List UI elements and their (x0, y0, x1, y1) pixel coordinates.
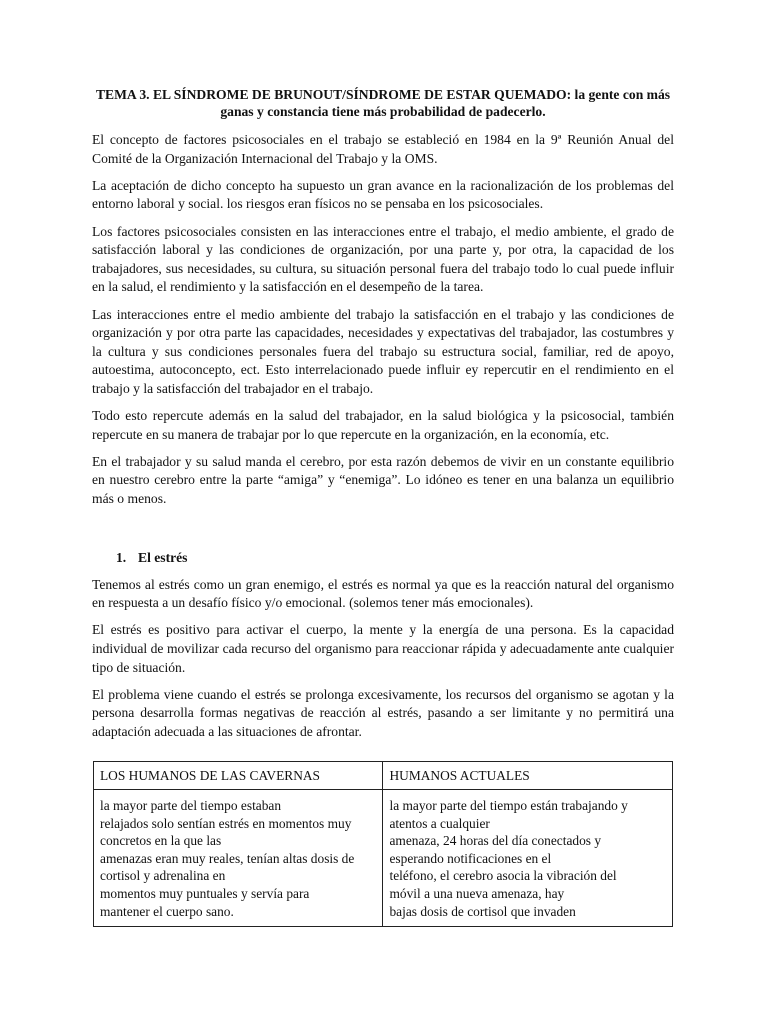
table-cell-modern (383, 790, 673, 927)
cell-line: esperando notificaciones en el (389, 850, 552, 866)
paragraph: Las interacciones entre el medio ambiente del trabajo la satisfacción en el trabajo y las condiciones de organización y por otra parte las capacidades, necesidades y expectativas del trabajador, las costumbres y la cultura y sus condiciones personales fuera del trabajo su estructura social, familiar, red de apoyo, autoestima, autoconcepto, ect. Esto interrelacionado puede influir ey repercutir en el rendimiento en el trabajo y la satisfacción del trabajador en el trabajo. (92, 306, 674, 396)
cell-line: amenazas eran muy reales, tenían altas dosis de (100, 850, 355, 866)
section-heading (116, 549, 674, 567)
paragraph: Los factores psicosociales consisten en las interacciones entre el trabajo, el medio ambiente, el grado de satisfacción laboral y las condiciones de organización, por una parte y, por otra, la capacidad de los trabajadores, sus necesidades, su cultura, su situación personal fuera del trabajo todo lo cual puede influir en la salud, el rendimiento y la satisfacción en el desempeño de la tarea. (92, 223, 674, 295)
cell-line: bajas dosis de cortisol que invaden (389, 903, 576, 919)
table-header-row (94, 762, 673, 790)
cell-line: la mayor parte del tiempo estaban (100, 798, 282, 813)
cell-line: teléfono, el cerebro asocia la vibración del (389, 868, 617, 884)
paragraph: La aceptación de dicho concepto ha supuesto un gran avance en la racionalización de los problemas del entorno laboral y social. los riesgos eran físicos no se pensaba en los psicosociales. (92, 177, 674, 212)
cell-line: amenaza, 24 horas del día conectados y (389, 833, 602, 849)
document-page (92, 86, 674, 750)
table-header-cavemen: LOS HUMANOS DE LAS CAVERNAS (94, 762, 383, 790)
paragraph: En el trabajador y su salud manda el cerebro, por esta razón debemos de vivir en un constante equilibrio en nuestro cerebro entre la parte “amiga” y “enemiga”. Lo idóneo es tener en una balanza un equilibrio más o menos. (92, 453, 674, 507)
paragraph: Todo esto repercute además en la salud del trabajador, en la salud biológica y la psicosocial, también repercute en su manera de trabajar por lo que repercute en la organización, en la economía, etc. (92, 408, 674, 442)
cell-line: móvil a una nueva amenaza, hay (389, 885, 565, 901)
table-row (94, 790, 673, 927)
cell-line: la mayor parte del tiempo están trabajando y (389, 798, 628, 813)
section-number: 1. (116, 549, 127, 565)
section-paragraph: Tenemos al estrés como un gran enemigo, el estrés es normal ya que es la reacción natural del organismo en respuesta a un desafío físico y/o emocional. (solemos tener más emocionales). (92, 576, 674, 611)
cell-line: cortisol y adrenalina en (100, 868, 226, 884)
table-cell-cavemen (94, 790, 383, 927)
cell-line: relajados solo sentían estrés en momentos muy (100, 815, 352, 831)
table-header-modern: HUMANOS ACTUALES (383, 762, 673, 790)
cell-line: concretos en la que las (100, 833, 222, 849)
cell-line: mantener el cuerpo sano. (100, 903, 234, 919)
document-title: TEMA 3. EL SÍNDROME DE BRUNOUT/SÍNDROME DE ESTAR QUEMADO: la gente con más ganas y constancia tiene más probabilidad de padecerlo. (95, 87, 671, 119)
cell-line: momentos muy puntuales y servía para (100, 885, 310, 901)
section-title: El estrés (138, 549, 188, 565)
section-paragraph: El problema viene cuando el estrés se prolonga excesivamente, los recursos del organismo se agotan y la persona desarrolla formas negativas de reacción al estrés, pasando a ser limitante y no permitirá una adaptación adecuada a las situaciones de afrontar. (92, 686, 674, 739)
comparison-table (93, 761, 673, 927)
section-paragraph: El estrés es positivo para activar el cuerpo, la mente y la energía de una persona. Es la capacidad individual de movilizar cada recurso del organismo para reaccionar rápida y adecuadamente ante cualquier tipo de situación. (92, 622, 674, 675)
cell-line: atentos a cualquier (389, 815, 490, 831)
paragraph: El concepto de factores psicosociales en el trabajo se estableció en 1984 en la 9ª Reunión Anual del Comité de la Organización Internacional del Trabajo y la OMS. (92, 132, 674, 166)
